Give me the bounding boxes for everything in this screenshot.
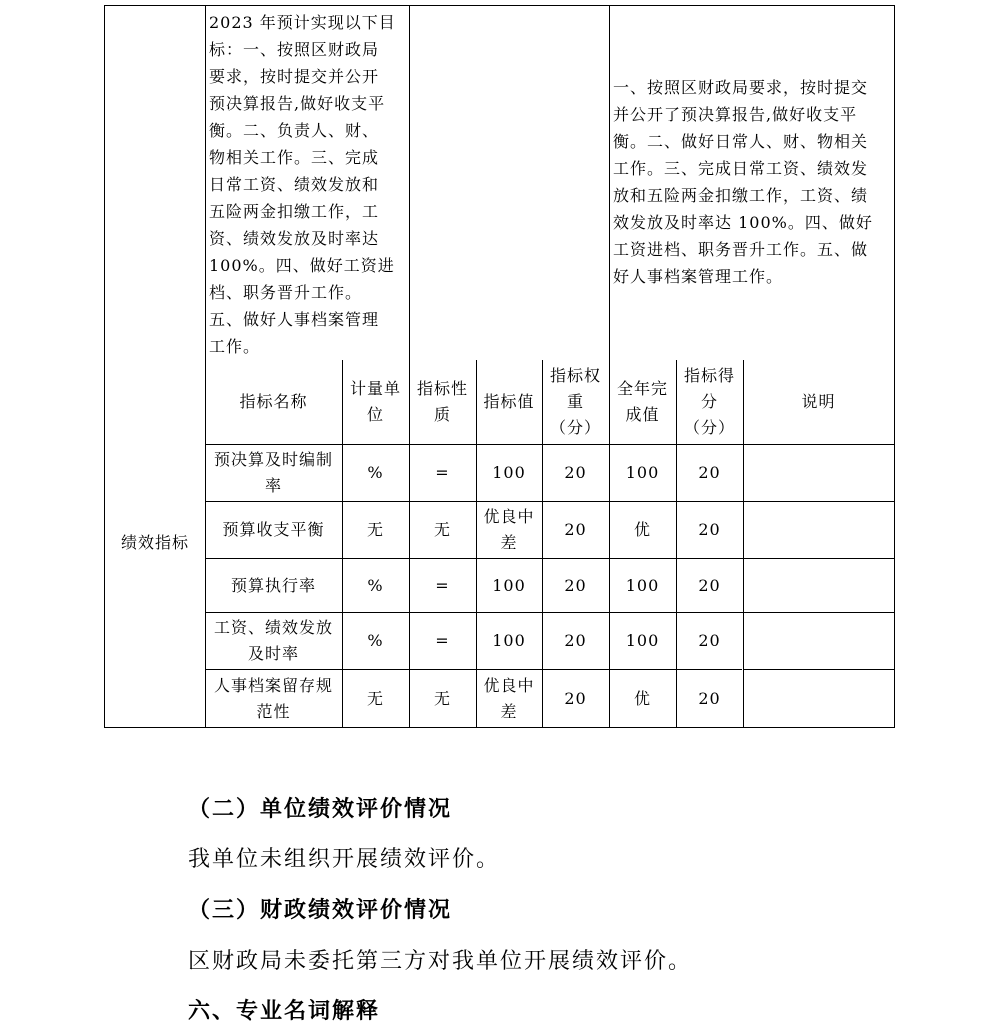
table-row-2-note: [743, 559, 894, 612]
target-line: 物相关工作。三、完成: [209, 148, 380, 167]
row-weight: 20: [564, 463, 587, 482]
row-unit: 无: [366, 520, 384, 539]
header-done-line: 成值: [625, 405, 660, 424]
header-score-line: （分）: [683, 418, 735, 437]
heading-finance-evaluation: （三）财政绩效评价情况: [188, 897, 453, 923]
header-nature-line: 质: [433, 405, 451, 424]
table-row-1-done: [609, 502, 676, 558]
table-row-4-weight: [542, 670, 609, 727]
row-unit: %: [367, 631, 384, 650]
row-value-line: 优良中: [483, 507, 535, 526]
row-value: 100: [492, 631, 526, 650]
actual-line: 并公开了预决算报告,做好收支平: [613, 105, 858, 124]
header-unit: [342, 360, 409, 444]
table-row-4-nature: [409, 670, 476, 727]
table-row-2-nature: [409, 559, 476, 612]
table-bottom-border: [104, 727, 895, 728]
table-row-1-nature: [409, 502, 476, 558]
header-value: [476, 360, 542, 444]
row-nature: =: [435, 463, 450, 482]
section-label-text: 绩效指标: [120, 533, 189, 552]
row-value-line: 差: [500, 701, 518, 721]
table-row-2-done: [609, 559, 676, 612]
table-row-3-score: [676, 613, 743, 669]
header-score: [676, 360, 743, 444]
table-row-1-value: [476, 502, 542, 558]
table-row-1-score: [676, 502, 743, 558]
table-row-2-weight: [542, 559, 609, 612]
heading-terms: 六、专业名词解释: [188, 998, 381, 1024]
header-weight-line: 重: [566, 392, 584, 411]
actual-line: 工作。三、完成日常工资、绩效发: [613, 159, 869, 178]
table-row-0-note: [743, 445, 894, 501]
header-value-text: 指标值: [483, 392, 535, 411]
row-nature: =: [435, 575, 450, 595]
table-row-1-name: [205, 502, 342, 558]
header-weight-line: 指标权: [549, 366, 601, 385]
target-line: 五险两金扣缴工作，工: [209, 202, 380, 221]
actual-line: 一、按照区财政局要求，按时提交: [613, 78, 869, 97]
header-weight-line: （分）: [549, 418, 601, 437]
table-row-0-name: [205, 445, 342, 501]
row-nature: 无: [433, 688, 451, 708]
target-line: 档、职务晋升工作。: [209, 283, 363, 302]
row-weight: 20: [564, 575, 587, 595]
row-weight: 20: [564, 520, 587, 539]
heading-unit-evaluation: （二）单位绩效评价情况: [188, 796, 453, 822]
actual-text: [613, 74, 895, 290]
table-row-3-value: [476, 613, 542, 669]
table-row-1-unit: [342, 502, 409, 558]
table-top-border: [104, 5, 895, 6]
row-done: 100: [625, 575, 660, 595]
header-score-line: 指标得: [683, 366, 735, 385]
target-line: 日常工资、绩效发放和: [209, 175, 380, 194]
row-name-line: 率: [264, 476, 282, 495]
target-line: 工作。: [209, 337, 261, 356]
actual-line: 衡。二、做好日常人、财、物相关: [613, 132, 869, 151]
target-line: 预决算报告,做好收支平: [209, 94, 386, 113]
header-nature-line: 指标性: [416, 379, 468, 398]
row-score: 20: [698, 688, 721, 708]
table-row-2-value: [476, 559, 542, 612]
row-name-line: 范性: [256, 701, 291, 721]
row-name-line: 人事档案留存规: [213, 675, 333, 695]
table-row-4-note: [743, 670, 894, 727]
row-name-line: 工资、绩效发放: [213, 618, 333, 637]
row-nature: 无: [433, 520, 451, 539]
header-unit-line: 计量单: [349, 379, 401, 398]
row-name-line: 及时率: [247, 644, 299, 663]
target-line: 2023 年预计实现以下目: [209, 13, 396, 32]
row-score: 20: [698, 520, 721, 539]
target-line: 100%。四、做好工资进: [209, 256, 395, 275]
table-row-3-unit: [342, 613, 409, 669]
header-note-text: 说明: [801, 392, 836, 411]
table-row-3-weight: [542, 613, 609, 669]
table-row-1-note: [743, 502, 894, 558]
header-unit-line: 位: [366, 405, 384, 424]
row-score: 20: [698, 631, 721, 650]
target-line: 资、绩效发放及时率达: [209, 229, 380, 248]
table-row-0-weight: [542, 445, 609, 501]
row-score: 20: [698, 575, 721, 595]
target-text: [209, 9, 409, 360]
row-value-line: 差: [500, 533, 518, 552]
header-done-line: 全年完: [616, 379, 668, 398]
table-row-0-score: [676, 445, 743, 501]
table-left-border: [104, 5, 105, 728]
row-weight: 20: [564, 631, 587, 650]
table-row-4-done: [609, 670, 676, 727]
row-value-line: 优良中: [483, 675, 535, 695]
table-row-4-value: [476, 670, 542, 727]
row-done: 优: [633, 520, 651, 539]
paragraph-finance-evaluation: 区财政局未委托第三方对我单位开展绩效评价。: [188, 949, 693, 974]
table-row-0-unit: [342, 445, 409, 501]
table-row-1-weight: [542, 502, 609, 558]
row-name-line: 预决算及时编制: [213, 450, 333, 469]
paragraph-unit-evaluation: 我单位未组织开展绩效评价。: [188, 847, 501, 872]
row-unit: %: [367, 575, 384, 595]
row-nature: =: [435, 631, 450, 650]
table-row-3-note: [743, 613, 894, 669]
table-row-4-name: [205, 670, 342, 727]
table-row-2-unit: [342, 559, 409, 612]
actual-line: 效发放及时率达 100%。四、做好: [613, 213, 873, 232]
header-done: [609, 360, 676, 444]
actual-line: 工资进档、职务晋升工作。五、做: [613, 240, 869, 259]
row-done: 100: [625, 463, 660, 482]
row-unit: %: [367, 463, 384, 482]
row-unit: 无: [366, 688, 384, 708]
actual-line: 好人事档案管理工作。: [613, 267, 784, 286]
table-row-2-name: [205, 559, 342, 612]
header-name-text: 指标名称: [239, 392, 308, 411]
table-row-4-unit: [342, 670, 409, 727]
row-weight: 20: [564, 688, 587, 708]
table-row-3-nature: [409, 613, 476, 669]
table-row-3-name: [205, 613, 342, 669]
table-row-4-score: [676, 670, 743, 727]
target-line: 要求，按时提交并公开: [209, 67, 380, 86]
row-done: 优: [633, 688, 651, 708]
target-line: 五、做好人事档案管理: [209, 310, 380, 329]
table-row-2-score: [676, 559, 743, 612]
table-row-0-nature: [409, 445, 476, 501]
section-label: [105, 520, 205, 566]
header-nature: [409, 360, 476, 444]
header-score-line: 分: [700, 392, 718, 411]
header-name: [205, 360, 342, 444]
row-name-line: 预算执行率: [230, 575, 316, 595]
row-value: 100: [492, 575, 526, 595]
table-row-0-done: [609, 445, 676, 501]
row-score: 20: [698, 463, 721, 482]
row-value: 100: [492, 463, 526, 482]
row-name-line: 预算收支平衡: [222, 520, 325, 539]
header-note: [743, 360, 894, 444]
actual-line: 放和五险两金扣缴工作，工资、绩: [613, 186, 869, 205]
header-weight: [542, 360, 609, 444]
target-line: 标：一、按照区财政局: [209, 40, 380, 59]
table-row-0-value: [476, 445, 542, 501]
target-line: 衡。二、负责人、财、: [209, 121, 380, 140]
row-done: 100: [625, 631, 660, 650]
table-row-3-done: [609, 613, 676, 669]
